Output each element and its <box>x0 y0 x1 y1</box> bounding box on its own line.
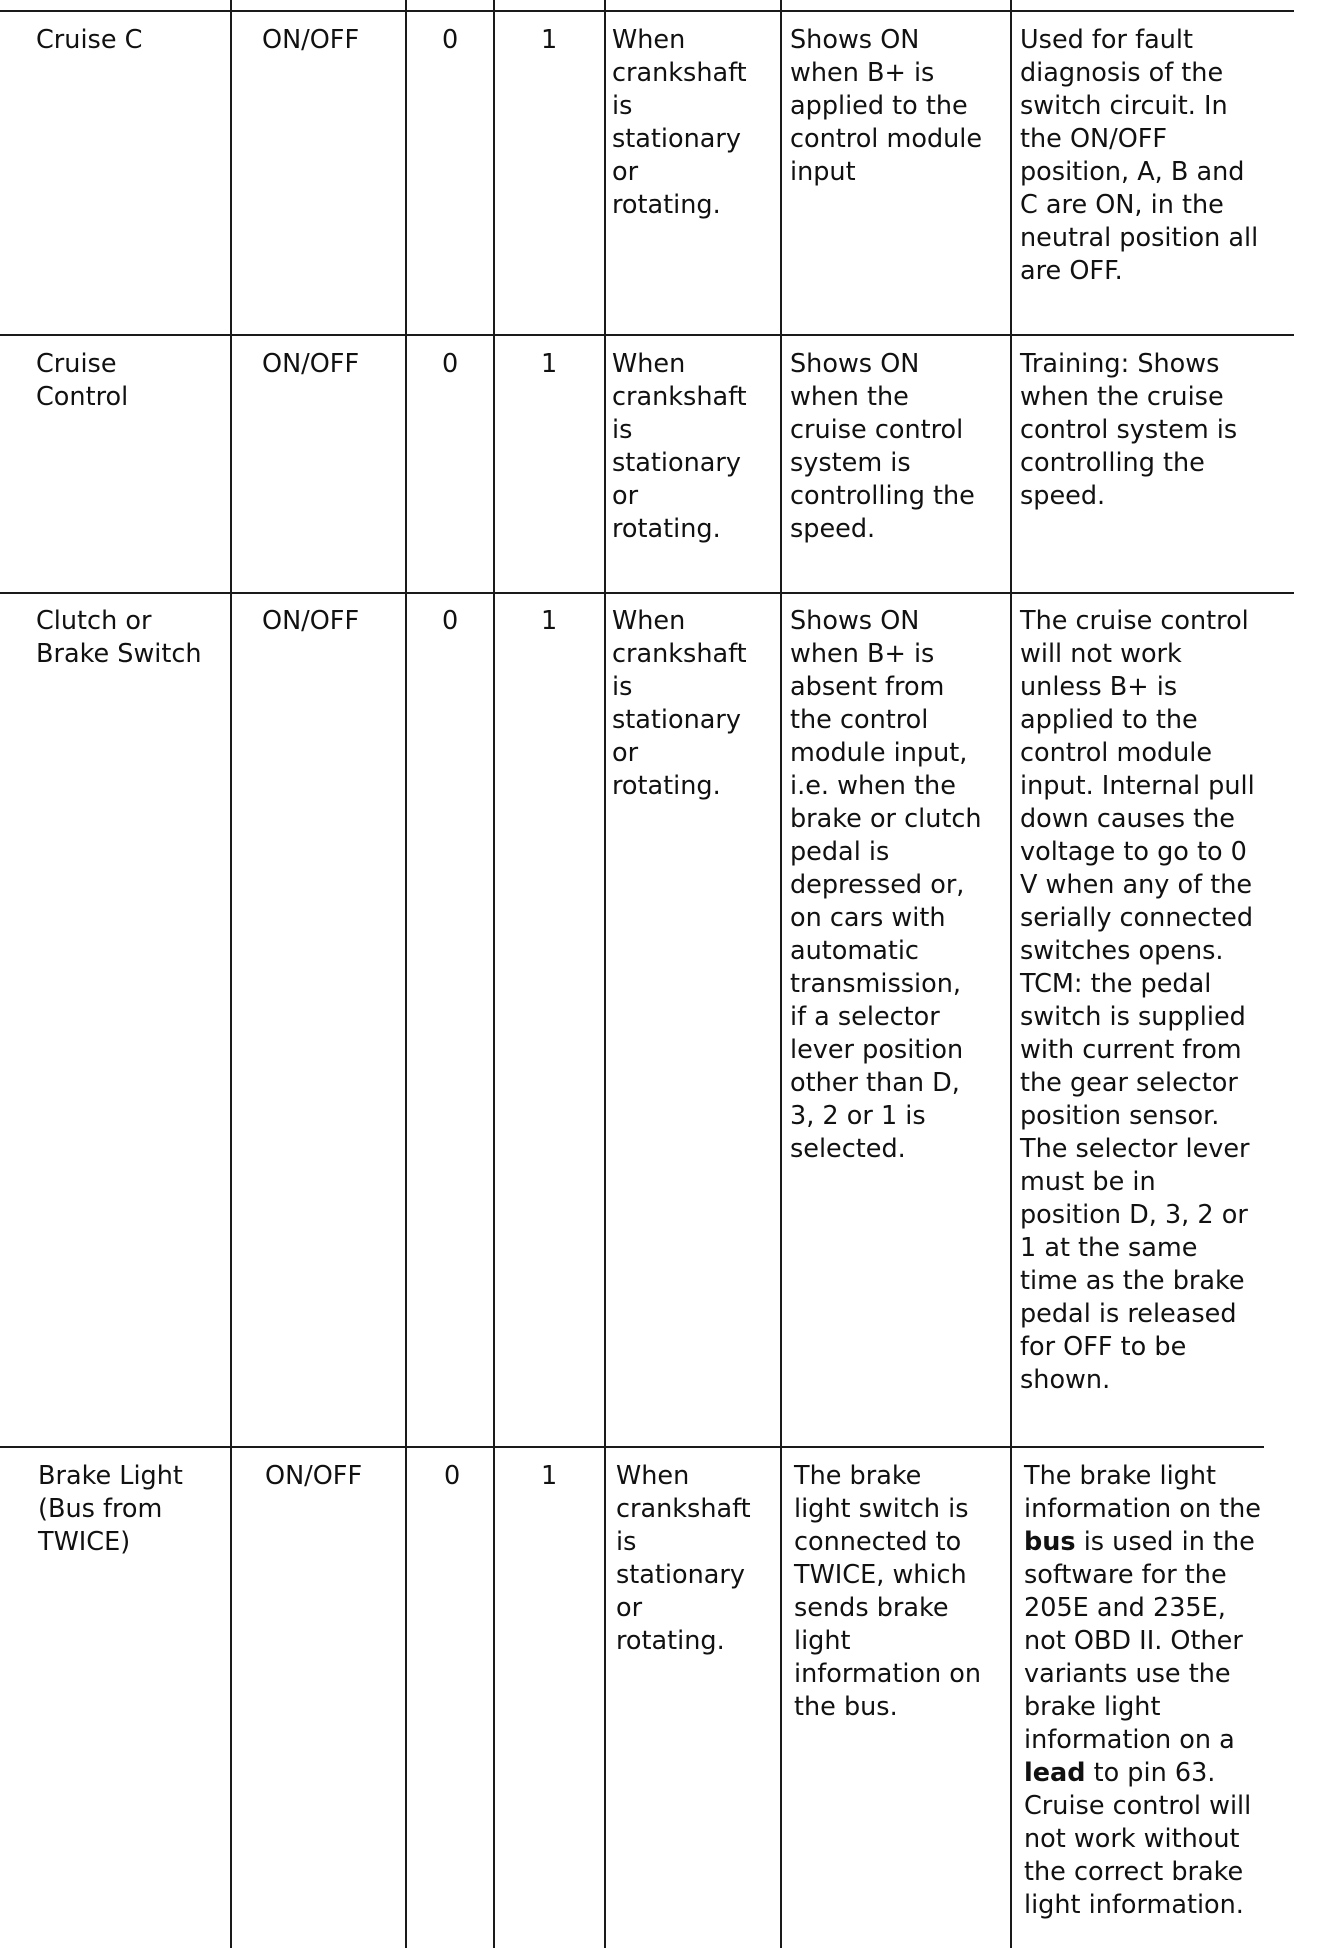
notes-bold-bus: bus <box>1024 1527 1076 1557</box>
table-row-1-notes: Used for fault diagnosis of the switch circuit. In the ON/OFF position, A, B and C are ON, in the neutral position all are OFF. <box>1020 25 1259 286</box>
table-row-2-name: Cruise Control <box>36 349 129 412</box>
table-row-2-display: Shows ON when the cruise control system is controlling the speed. <box>790 349 975 544</box>
table-row-4-name: Brake Light (Bus from TWICE) <box>38 1461 183 1557</box>
row-rule <box>0 1446 1264 1448</box>
column-rule <box>493 0 495 1948</box>
table-row-1-type: ON/OFF <box>262 25 360 55</box>
table-row-3-type: ON/OFF <box>262 606 360 636</box>
table-row-1-max: 1 <box>541 25 558 55</box>
notes-text: is used in the software for the 205E and 235E, not OBD II. Other variants use the brake light information on a <box>1024 1527 1255 1755</box>
table-row-2-notes: Training: Shows when the cruise control system is controlling the speed. <box>1020 349 1238 511</box>
table-row-4-type: ON/OFF <box>265 1461 363 1491</box>
table-row-3-name: Clutch or Brake Switch <box>36 606 202 669</box>
table-row-1-name: Cruise C <box>36 25 143 55</box>
table-row-3-min: 0 <box>442 606 459 636</box>
table-row-1-condition: When crankshaft is stationary or rotating. <box>612 25 747 220</box>
table-row-2-min: 0 <box>442 349 459 379</box>
table-row-3-condition: When crankshaft is stationary or rotating. <box>612 606 747 801</box>
table-row-3-display: Shows ON when B+ is absent from the control module input, i.e. when the brake or clutch pedal is depressed or, on cars with automatic transmission, if a selector lever position other than D, 3, 2 or 1 is selected. <box>790 606 982 1164</box>
column-rule <box>780 0 782 1948</box>
table-row-1-min: 0 <box>442 25 459 55</box>
notes-text: to pin 63. Cruise control will not work without the correct brake light information. <box>1024 1758 1252 1920</box>
notes-bold-lead: lead <box>1024 1758 1086 1788</box>
table-row-2-type: ON/OFF <box>262 349 360 379</box>
table-row-4-min: 0 <box>444 1461 461 1491</box>
table-row-4-max: 1 <box>541 1461 558 1491</box>
table-row-3-max: 1 <box>541 606 558 636</box>
column-rule <box>1010 0 1012 1948</box>
notes-text: The brake light information on the <box>1024 1461 1261 1524</box>
table-row-4-notes <box>1024 1460 1261 1922</box>
table-row-4-condition: When crankshaft is stationary or rotating. <box>616 1461 751 1656</box>
table-row-4-display: The brake light switch is connected to TWICE, which sends brake light information on the bus. <box>794 1461 982 1722</box>
column-rule <box>405 0 407 1948</box>
row-rule <box>0 592 1294 594</box>
table-row-2-condition: When crankshaft is stationary or rotating. <box>612 349 747 544</box>
column-rule <box>604 0 606 1948</box>
table-row-2-max: 1 <box>541 349 558 379</box>
row-rule <box>0 10 1294 12</box>
table-row-3-notes: The cruise control will not work unless B+ is applied to the control module input. Internal pull down causes the voltage to go to 0 V when any of the serially connected switches opens. TCM: the pedal switch is supplied with current from the gear selector position sensor. The selector lever must be in position D, 3, 2 or 1 at the same time as the brake pedal is released for OFF to be shown. <box>1020 606 1255 1395</box>
row-rule <box>0 334 1294 336</box>
table-row-1-display: Shows ON when B+ is applied to the control module input <box>790 25 983 187</box>
column-rule <box>230 0 232 1948</box>
